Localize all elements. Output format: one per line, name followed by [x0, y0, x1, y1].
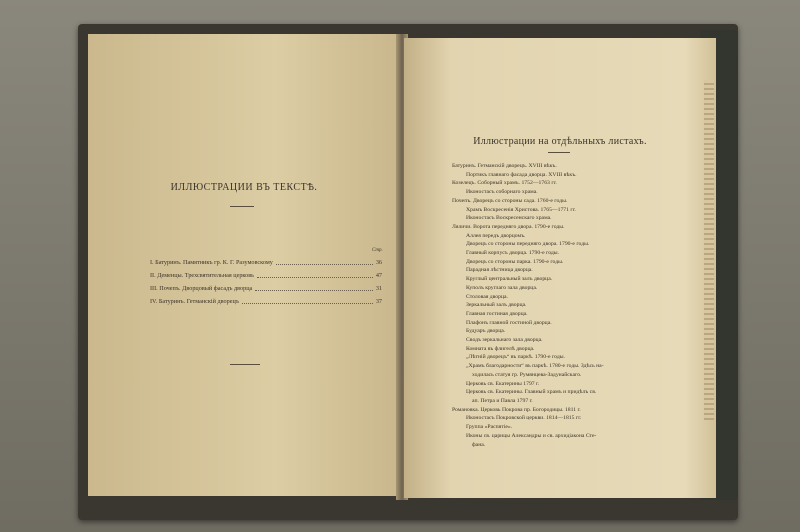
dot-leader [257, 269, 373, 278]
list-item: Парадная лѣстница дворца. [466, 267, 533, 274]
list-item [150, 269, 382, 282]
list-item: Иконостасъ Покровской церкви. 1814—1815 гг. [466, 415, 582, 422]
list-item: Иконы св. царицы Александры и св. архидiакона Сте- [466, 432, 597, 439]
list-item: Дворецъ со стороны парка. 1790-е годы. [466, 258, 564, 265]
list-item: „Лѣтнiй дворецъ“ въ паркѣ. 1790-е годы. [466, 354, 565, 361]
right-page-title: Иллюстрации на отдѣльныхъ листахъ. [473, 136, 647, 147]
list-item: Группа «Распятiе». [466, 424, 513, 431]
item-page-number: 37 [375, 298, 382, 305]
list-item: Комната въ флигелѣ дворца. [466, 345, 535, 352]
list-item [150, 295, 382, 308]
list-item: Будуаръ дворца. [466, 328, 506, 335]
title-divider [230, 206, 254, 207]
location-heading: Ляличи. Ворота передняго двора. 1790-е годы. [452, 223, 565, 230]
dot-leader [276, 256, 373, 265]
list-item: Главный корпусъ дворца. 1790-е годы. [466, 250, 560, 257]
list-item: Столовая дворца. [466, 293, 508, 300]
list-item [150, 282, 382, 295]
list-item: Церковь св. Екатерины. Главный храмъ и придѣлъ св. [466, 389, 597, 396]
illustrations-on-plates-list [452, 162, 708, 449]
list-item: Иконостасъ соборнаго храма. [466, 189, 538, 196]
item-title: III. Почепъ. Дворцовый фасадъ дворца [150, 285, 253, 292]
left-page [88, 34, 400, 496]
list-item: ап. Петра и Павла 1797 г. [472, 397, 533, 404]
list-item: Иконостасъ Воскресенскаго храма. [466, 215, 552, 222]
page-column-label: Стр. [372, 248, 383, 253]
dot-leader [242, 295, 373, 304]
list-item: Храмъ Воскресенiя Христова. 1765—1771 гг. [466, 206, 576, 213]
list-item: Аллея передъ дворцомъ. [466, 232, 526, 239]
list-item [150, 256, 382, 269]
dot-leader [255, 282, 373, 291]
list-item: Дворецъ со стороны передняго двора. 1790-е годы. [466, 241, 590, 248]
end-divider [230, 364, 260, 365]
item-page-number: 36 [375, 259, 382, 266]
list-item: Сводъ зеркальнаго зала дворца. [466, 337, 543, 344]
location-heading: Батуринъ. Гетманскiй дворецъ. XVIII вѣкъ. [452, 163, 557, 169]
item-page-number: 31 [375, 285, 382, 292]
list-item: Плафонъ главной гостиной дворца. [466, 319, 552, 326]
list-item: Круглый центральный залъ дворца. [466, 276, 553, 283]
item-title: II. Деменцы. Трехсвятительная церковь [150, 272, 254, 279]
location-heading: Козелецъ. Соборный храмъ. 1752—1763 гг. [452, 180, 557, 187]
item-title: I. Батуринъ. Памятникъ гр. К. Г. Разумовскому [150, 259, 273, 266]
location-heading: Романовка. Церковь Покрова пр. Богородицы. 1811 г. [452, 406, 581, 413]
list-item: „Храмъ благодарности“ въ паркѣ. 1780-е годы. Здѣсь на- [466, 363, 604, 370]
list-item: ходилась статуя гр. Румянцева-Задунайскаго. [472, 371, 582, 378]
list-item: Главная гостиная дворца. [466, 310, 528, 317]
title-divider [548, 152, 570, 153]
left-page-title: ИЛЛЮСТРАЦИИ ВЪ ТЕКСТѢ. [170, 182, 318, 193]
illustrations-in-text-list [150, 256, 382, 308]
right-page [404, 38, 716, 498]
location-heading: Почепъ. Дворецъ со стороны сада. 1760-е годы. [452, 197, 568, 204]
list-item: Куполъ круглаго зала дворца. [466, 284, 538, 291]
item-title: IV. Батуринъ. Гетманскiй дворецъ [150, 298, 239, 305]
page-edges [704, 80, 714, 420]
list-item: Портикъ главнаго фасада дворца. XVIII вѣкъ. [466, 171, 577, 178]
item-page-number: 47 [375, 272, 382, 279]
list-item: фана. [472, 441, 486, 448]
list-item: Церковь св. Екатерины 1797 г. [466, 380, 540, 387]
list-item: Зеркальный залъ дворца. [466, 302, 527, 309]
